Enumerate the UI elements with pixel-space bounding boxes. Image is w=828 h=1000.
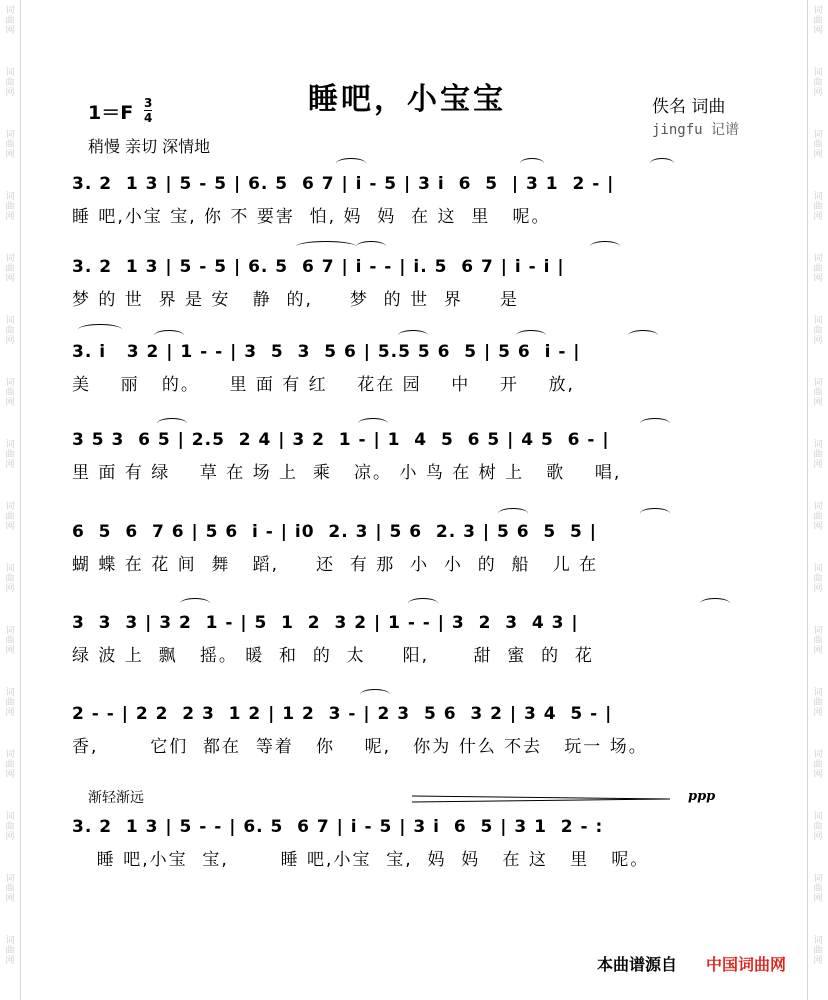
watermark-text: 词 曲 网 xyxy=(813,936,823,966)
watermark-text: 词 曲 网 xyxy=(5,874,15,904)
slur-mark xyxy=(157,418,187,429)
source-label: 本曲谱源自 xyxy=(597,955,678,974)
song-title: 睡吧，小宝宝 xyxy=(308,82,506,117)
key-signature: 1＝F xyxy=(88,102,134,124)
lyric-line: 美 丽 的。 里 面 有 红 花在 园 中 开 放, xyxy=(72,375,575,395)
lyric-line: 睡 吧,小宝 宝, 你 不 要害 怕, 妈 妈 在 这 里 呢。 xyxy=(72,207,551,227)
lyric-line: 绿 波 上 飘 摇。 暖 和 的 太 阳, 甜 蜜 的 花 xyxy=(72,646,594,666)
watermark-text: 词 曲 网 xyxy=(5,812,15,842)
watermark-text: 词 曲 网 xyxy=(5,750,15,780)
transcriber-credit: jingfu 记谱 xyxy=(652,122,740,138)
right-watermark-strip xyxy=(807,0,828,1000)
lyric-line: 睡 吧,小宝 宝, 睡 吧,小宝 宝, 妈 妈 在 这 里 呢。 xyxy=(82,850,650,870)
jianpu-notes: 3 5 3 6 5 | 2.5 2 4 | 3 2 1 - | 1 4 5 6 5 | 4 5 6 - | xyxy=(72,430,610,450)
slur-mark xyxy=(356,241,386,252)
jianpu-notes: 3. i 3 2 | 1 - - | 3 5 3 5 6 | 5.5 5 6 5 | 5 6 i - | xyxy=(72,342,581,362)
slur-mark xyxy=(650,158,674,169)
watermark-text: 词 曲 网 xyxy=(813,130,823,160)
jianpu-notes: 3. 2 1 3 | 5 - 5 | 6. 5 6 7 | i - 5 | 3 i 6 5 | 3 1 2 - | xyxy=(72,174,615,194)
slur-mark xyxy=(700,598,730,609)
notation-row xyxy=(72,342,766,372)
slur-mark xyxy=(640,418,670,429)
left-watermark-strip xyxy=(0,0,21,1000)
lyric-line: 香, 它们 都在 等着 你 呢, 你为 什么 不去 玩一 场。 xyxy=(72,737,648,757)
jianpu-notes: 3. 2 1 3 | 5 - - | 6. 5 6 7 | i - 5 | 3 i 6 5 | 3 1 2 - : xyxy=(72,817,604,837)
time-signature-top: 3 xyxy=(144,96,153,110)
composer-credit: 佚名 词曲 xyxy=(652,97,726,117)
slur-mark xyxy=(78,324,122,335)
watermark-text: 词 曲 网 xyxy=(813,6,823,36)
slur-mark xyxy=(590,241,620,252)
watermark-text: 词 曲 网 xyxy=(813,502,823,532)
notation-row xyxy=(72,174,766,204)
watermark-text: 词 曲 网 xyxy=(5,254,15,284)
jianpu-notes: 3. 2 1 3 | 5 - 5 | 6. 5 6 7 | i - - | i. 5 6 7 | i - i | xyxy=(72,257,565,277)
watermark-text: 词 曲 网 xyxy=(813,440,823,470)
slur-mark xyxy=(398,330,428,341)
watermark-text: 词 曲 网 xyxy=(813,378,823,408)
slur-mark xyxy=(408,598,438,609)
watermark-text: 词 曲 网 xyxy=(813,254,823,284)
diminuendo-hairpin xyxy=(412,795,670,803)
watermark-text: 词 曲 网 xyxy=(813,192,823,222)
watermark-text: 词 曲 网 xyxy=(813,812,823,842)
watermark-text: 词 曲 网 xyxy=(5,502,15,532)
slur-mark xyxy=(296,241,356,252)
slur-mark xyxy=(640,508,670,519)
watermark-text: 词 曲 网 xyxy=(813,688,823,718)
site-name: 中国词曲网 xyxy=(706,955,787,974)
tempo-marking: 稍慢 亲切 深情地 xyxy=(88,137,211,156)
slur-mark xyxy=(498,508,528,519)
slur-mark xyxy=(180,598,210,609)
watermark-text: 词 曲 网 xyxy=(813,316,823,346)
notation-row xyxy=(72,257,766,287)
slur-mark xyxy=(360,689,390,700)
watermark-text: 词 曲 网 xyxy=(813,874,823,904)
slur-mark xyxy=(520,158,544,169)
jianpu-notes: 3 3 3 | 3 2 1 - | 5 1 2 3 2 | 1 - - | 3 2 3 4 3 | xyxy=(72,613,579,633)
slur-mark xyxy=(154,330,184,341)
dynamic-ppp: ppp xyxy=(688,789,716,804)
watermark-text: 词 曲 网 xyxy=(5,936,15,966)
slur-mark xyxy=(516,330,546,341)
watermark-text: 词 曲 网 xyxy=(5,68,15,98)
watermark-text: 词 曲 网 xyxy=(5,6,15,36)
watermark-text: 词 曲 网 xyxy=(5,192,15,222)
watermark-text: 词 曲 网 xyxy=(5,688,15,718)
watermark-text: 词 曲 网 xyxy=(5,378,15,408)
watermark-text: 词 曲 网 xyxy=(5,626,15,656)
slur-mark xyxy=(358,418,388,429)
notation-row xyxy=(72,522,766,552)
notation-row xyxy=(72,817,766,847)
fade-direction: 渐轻渐远 xyxy=(88,790,144,806)
jianpu-notes: 2 - - | 2 2 2 3 1 2 | 1 2 3 - | 2 3 5 6 3 2 | 3 4 5 - | xyxy=(72,704,613,724)
watermark-text: 词 曲 网 xyxy=(813,68,823,98)
notation-row xyxy=(72,613,766,643)
watermark-text: 词 曲 网 xyxy=(813,564,823,594)
watermark-text: 词 曲 网 xyxy=(5,564,15,594)
slur-mark xyxy=(628,330,658,341)
lyric-line: 里 面 有 绿 草 在 场 上 乘 凉。 小 鸟 在 树 上 歌 唱, xyxy=(72,463,622,483)
watermark-text: 词 曲 网 xyxy=(5,130,15,160)
notation-row xyxy=(72,704,766,734)
slur-mark xyxy=(336,158,366,169)
notation-row xyxy=(72,430,766,460)
watermark-text: 词 曲 网 xyxy=(5,440,15,470)
time-signature-bottom: 4 xyxy=(144,111,153,125)
time-signature xyxy=(144,96,152,125)
lyric-line: 梦 的 世 界 是 安 静 的, 梦 的 世 界 是 xyxy=(72,290,519,310)
watermark-text: 词 曲 网 xyxy=(5,316,15,346)
watermark-text: 词 曲 网 xyxy=(813,750,823,780)
jianpu-notes: 6 5 6 7 6 | 5 6 i - | i0 2. 3 | 5 6 2. 3 | 5 6 5 5 | xyxy=(72,522,597,542)
lyric-line: 蝴 蝶 在 花 间 舞 蹈, 还 有 那 小 小 的 船 儿 在 xyxy=(72,555,599,575)
watermark-text: 词 曲 网 xyxy=(813,626,823,656)
